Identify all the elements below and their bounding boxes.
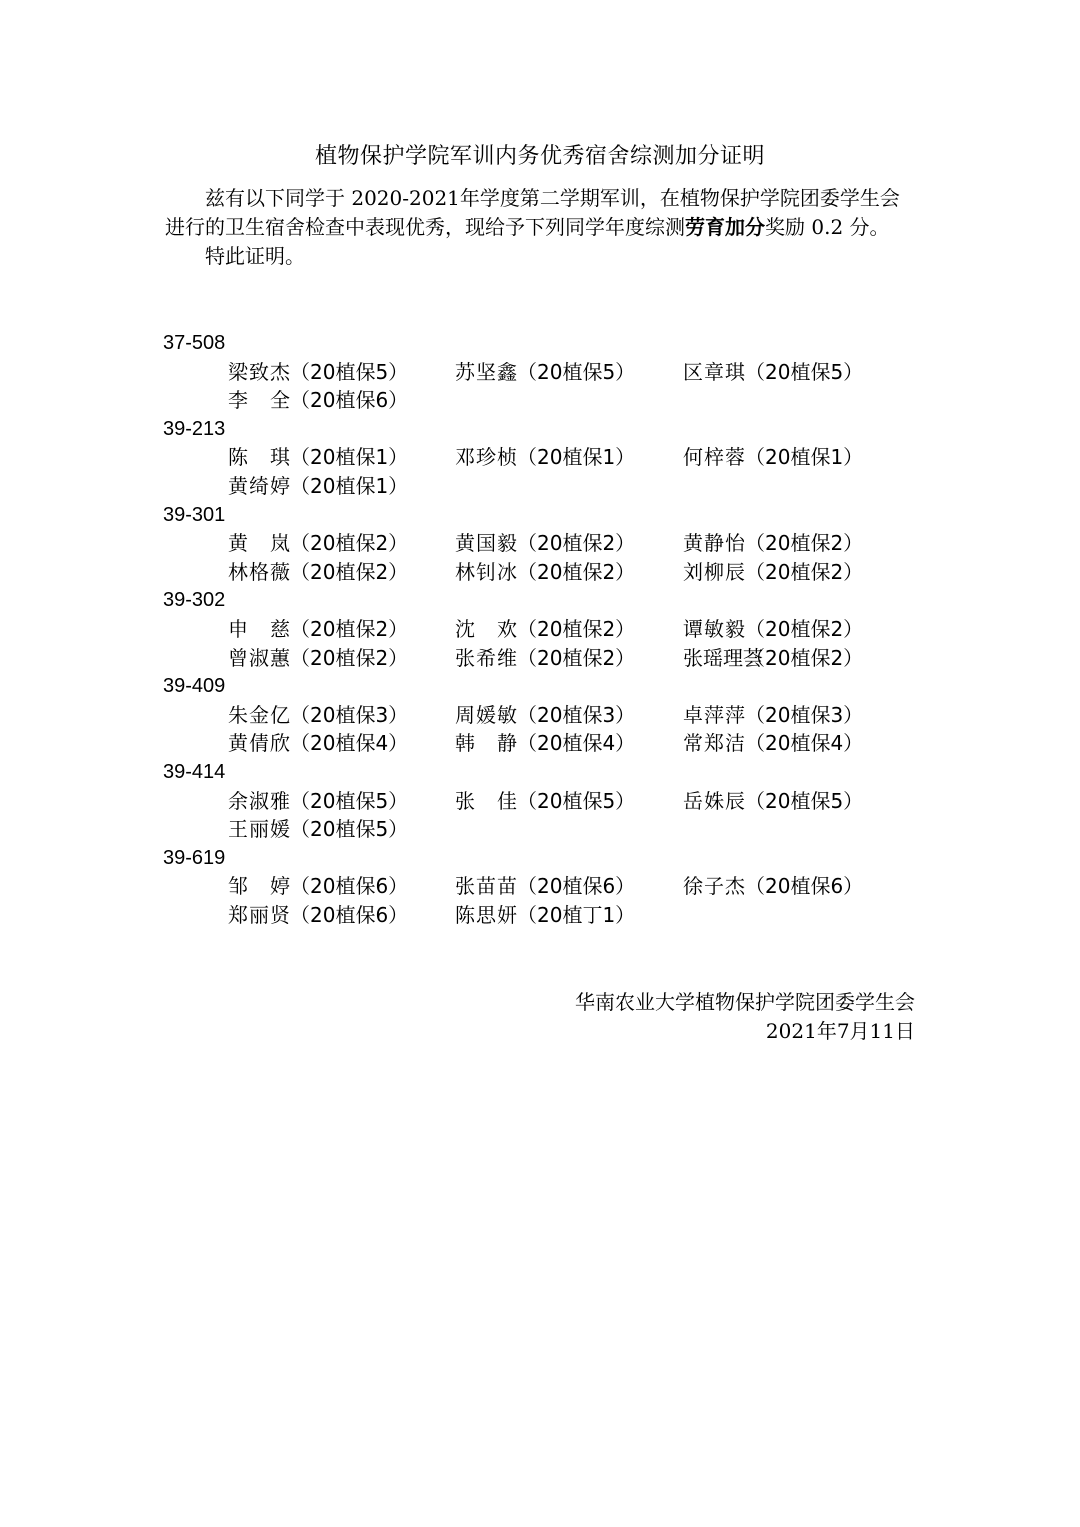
- student-entry: [228, 815, 408, 844]
- room-number: 39-619: [163, 846, 226, 869]
- student-entry: [228, 729, 408, 758]
- student-class: （20植保5）: [745, 788, 864, 813]
- student-class: （20植保2）: [745, 531, 864, 556]
- room-number: 39-409: [163, 675, 226, 698]
- student-class: （20植保2）: [745, 559, 864, 584]
- student-entry: [455, 558, 635, 587]
- student-name: 梁致杰: [228, 359, 290, 384]
- student-class: （20植保2）: [517, 616, 636, 641]
- student-name: 邹婷: [228, 874, 290, 899]
- student-entry: [228, 472, 408, 501]
- student-class: （20植保1）: [290, 473, 409, 498]
- student-row: [163, 787, 923, 816]
- student-class: （20植保1）: [517, 445, 636, 470]
- student-name: 谭敏毅: [683, 616, 745, 641]
- student-entry: [455, 358, 635, 387]
- student-row: [163, 558, 923, 587]
- student-class: （20植保6）: [517, 874, 636, 899]
- student-name: 申慈: [228, 616, 290, 641]
- student-class: （20植保3）: [290, 702, 409, 727]
- student-class: （20植保5）: [290, 788, 409, 813]
- issuing-organization: 华南农业大学植物保护学院团委学生会: [575, 990, 915, 1014]
- student-row: [163, 729, 923, 758]
- student-row: [163, 644, 923, 673]
- student-name: 何梓蓉: [683, 445, 745, 470]
- student-row: [163, 901, 923, 930]
- student-entry: [455, 529, 635, 558]
- student-class: （20植保2）: [290, 616, 409, 641]
- student-class: （20植保5）: [290, 359, 409, 384]
- student-class: （20植保2）: [290, 559, 409, 584]
- student-name: 苏坚鑫: [455, 359, 517, 384]
- student-entry: [683, 701, 863, 730]
- student-name: 岳姝辰: [683, 788, 745, 813]
- student-name: 林钊冰: [455, 559, 517, 584]
- student-class: （20植保3）: [745, 702, 864, 727]
- student-name: 陈琪: [228, 445, 290, 470]
- student-name: 常郑洁: [683, 731, 745, 756]
- signature-block: [480, 988, 915, 1046]
- paragraph-text-start: 兹有以下同学于 2020-2021年学度第二学期军训，在植物保护学院团委学生会进行的卫生宿舍检查中表现优秀，现给予下列同学年度综测: [165, 186, 900, 239]
- student-row: [163, 472, 923, 501]
- student-class: （20植保2）: [517, 559, 636, 584]
- student-name: 朱金亿: [228, 702, 290, 727]
- student-name: 邓珍桢: [455, 445, 517, 470]
- student-class: （20植保1）: [745, 445, 864, 470]
- student-entry: [228, 386, 408, 415]
- student-class: （20植保6）: [290, 874, 409, 899]
- student-entry: [455, 901, 635, 930]
- student-row: [163, 872, 923, 901]
- room-number: 37-508: [163, 332, 226, 354]
- student-name: 韩静: [455, 731, 517, 756]
- student-class: （20植保6）: [745, 874, 864, 899]
- student-name: 郑丽贤: [228, 902, 290, 927]
- room-number: 39-301: [163, 503, 226, 526]
- student-name: 黄绮婷: [228, 473, 290, 498]
- student-class: （20植保6）: [290, 902, 409, 927]
- student-entry: [455, 443, 635, 472]
- student-entry: [683, 358, 863, 387]
- student-class: （20植保2）: [517, 645, 636, 670]
- student-entry: [228, 615, 408, 644]
- student-class: （20植保4）: [517, 731, 636, 756]
- student-entry: [228, 443, 408, 472]
- document-body: [165, 184, 915, 271]
- student-row: [163, 701, 923, 730]
- student-entry: [228, 701, 408, 730]
- student-entry: [683, 558, 863, 587]
- student-row: [163, 358, 923, 387]
- student-entry: [228, 558, 408, 587]
- student-entry: [228, 644, 408, 673]
- student-name: 黄国毅: [455, 531, 517, 556]
- student-row: [163, 615, 923, 644]
- student-class: （20植保2）: [745, 645, 864, 670]
- document-title: 植物保护学院军训内务优秀宿舍综测加分证明: [314, 144, 765, 169]
- student-name: 张希维: [455, 645, 517, 670]
- student-class: （20植保4）: [290, 731, 409, 756]
- student-entry: [228, 358, 408, 387]
- student-class: （20植保6）: [290, 388, 409, 413]
- student-name: 林格薇: [228, 559, 290, 584]
- student-name: 黄静怡: [683, 531, 745, 556]
- student-entry: [228, 529, 408, 558]
- student-entry: [455, 644, 635, 673]
- student-name: 王丽媛: [228, 817, 290, 842]
- student-name: 曾淑蕙: [228, 645, 290, 670]
- student-row: [163, 529, 923, 558]
- labor-education-bonus-text: 劳育加分: [685, 215, 765, 239]
- student-class: （20植丁1）: [517, 902, 636, 927]
- student-class: （20植保2）: [517, 531, 636, 556]
- issue-date: 2021年7月11日: [765, 1019, 915, 1043]
- student-class: （20植保5）: [517, 359, 636, 384]
- student-name: 陈思妍: [455, 902, 517, 927]
- student-class: （20植保1）: [290, 445, 409, 470]
- student-class: （20植保2）: [290, 645, 409, 670]
- student-entry: [228, 901, 408, 930]
- student-class: （20植保5）: [517, 788, 636, 813]
- student-name: 徐子杰: [683, 874, 745, 899]
- student-name: 黄岚: [228, 531, 290, 556]
- student-name: 张佳: [455, 788, 517, 813]
- room-number: 39-213: [163, 417, 226, 440]
- student-entry: [683, 529, 863, 558]
- student-class: （20植保5）: [290, 817, 409, 842]
- student-name: 张瑶理荟: [683, 645, 763, 670]
- room-number: 39-414: [163, 760, 226, 783]
- student-entry: [683, 787, 863, 816]
- student-name: 黄倩欣: [228, 731, 290, 756]
- student-entry: [683, 644, 863, 673]
- student-row: [163, 386, 923, 415]
- student-entry: [683, 443, 863, 472]
- student-entry: [683, 872, 863, 901]
- student-entry: [455, 787, 635, 816]
- student-entry: [455, 615, 635, 644]
- student-row: [163, 443, 923, 472]
- student-name: 区章琪: [683, 359, 745, 384]
- student-class: （20植保5）: [745, 359, 864, 384]
- paragraph-text-end: 奖励 0.2 分。: [765, 215, 890, 239]
- student-name: 卓萍萍: [683, 702, 745, 727]
- closing-statement: 特此证明。: [205, 244, 305, 268]
- student-row: [163, 815, 923, 844]
- student-entry: [455, 729, 635, 758]
- student-name: 李全: [228, 388, 290, 413]
- student-class: （20植保4）: [745, 731, 864, 756]
- student-class: （20植保2）: [290, 531, 409, 556]
- dormitory-list: [163, 329, 923, 929]
- student-entry: [228, 872, 408, 901]
- student-entry: [683, 729, 863, 758]
- room-number: 39-302: [163, 589, 226, 612]
- student-entry: [228, 787, 408, 816]
- student-name: 余淑雅: [228, 788, 290, 813]
- student-name: 周媛敏: [455, 702, 517, 727]
- student-entry: [455, 701, 635, 730]
- student-entry: [683, 615, 863, 644]
- certificate-paragraph: [165, 184, 915, 242]
- student-name: 张苗苗: [455, 874, 517, 899]
- student-class: （20植保3）: [517, 702, 636, 727]
- student-entry: [455, 872, 635, 901]
- student-class: （20植保2）: [745, 616, 864, 641]
- student-name: 沈欢: [455, 616, 517, 641]
- student-name: 刘柳辰: [683, 559, 745, 584]
